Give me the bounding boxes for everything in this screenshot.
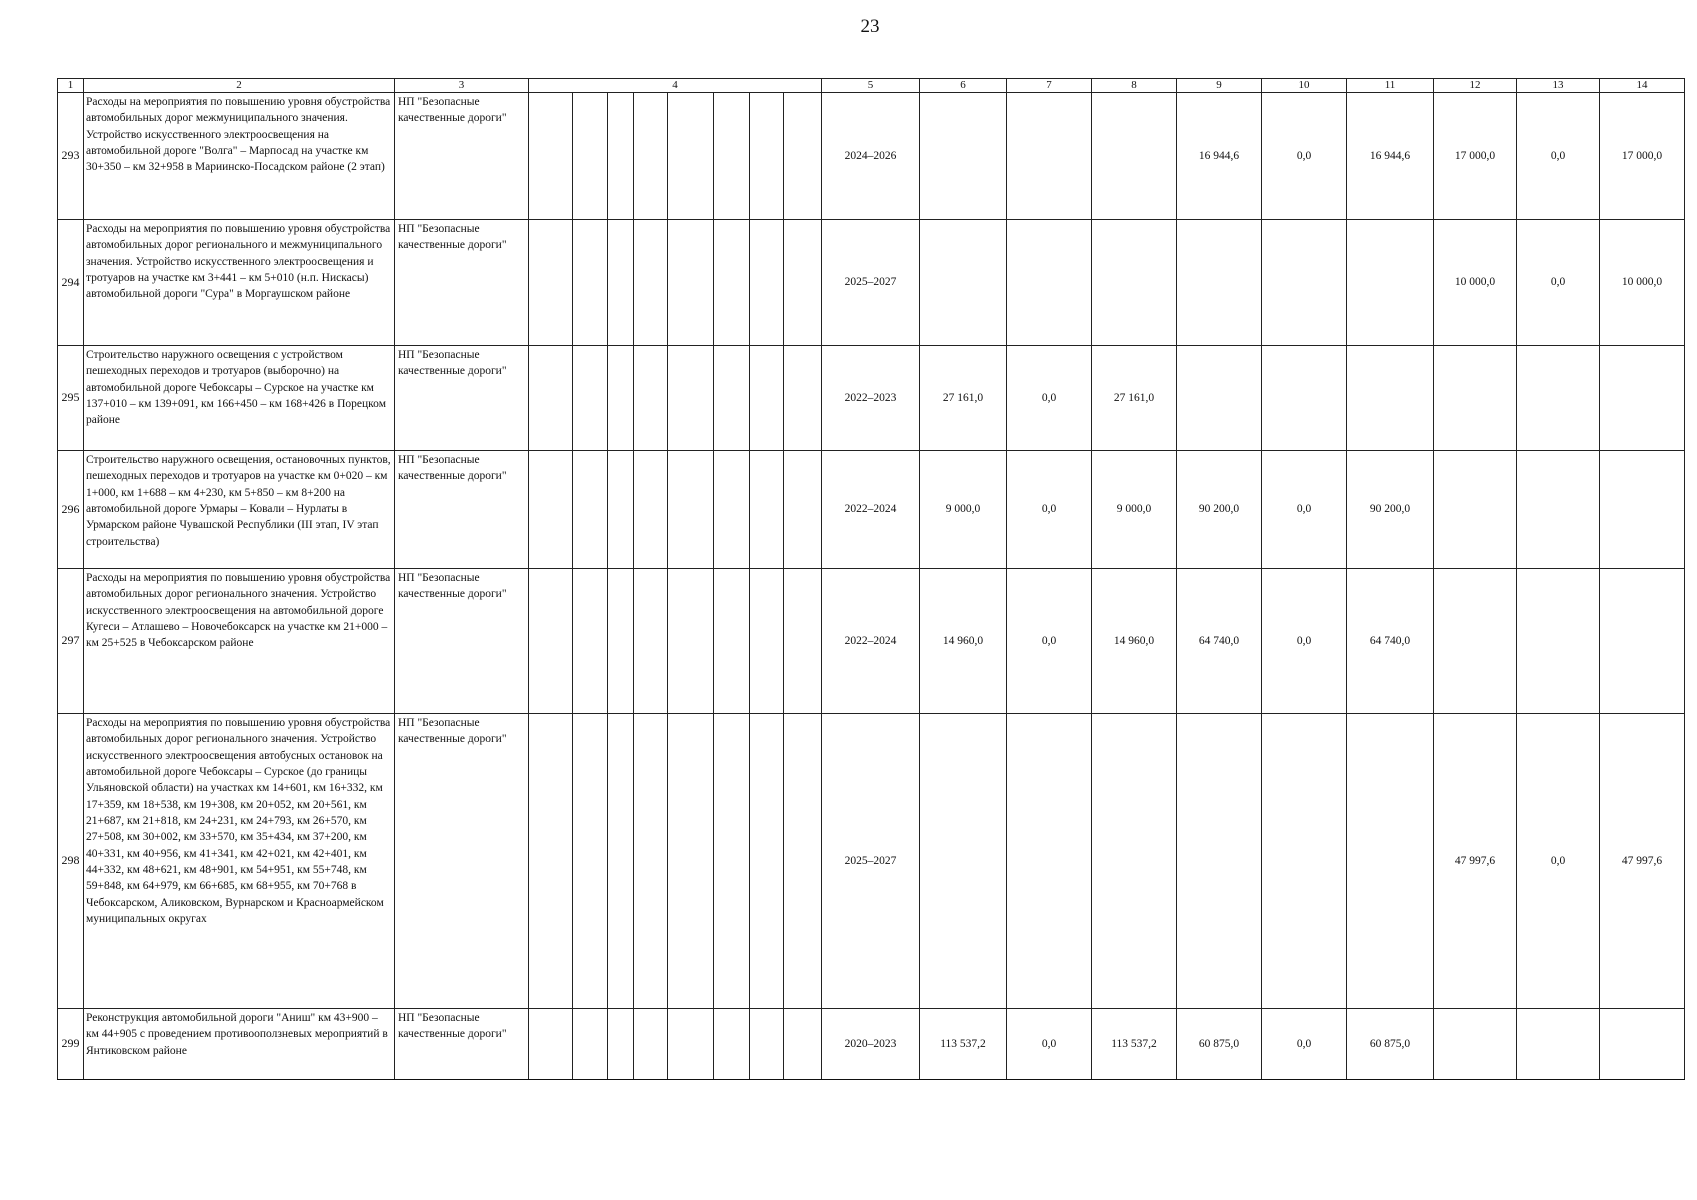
empty-subcell <box>634 451 668 569</box>
value-cell-11 <box>1347 714 1434 1009</box>
empty-subcell <box>784 451 822 569</box>
empty-subcell <box>573 93 608 220</box>
empty-subcell <box>634 93 668 220</box>
project-name: НП "Безопасные качественные дороги" <box>395 714 529 1009</box>
empty-subcell <box>714 451 750 569</box>
value-cell-13 <box>1517 451 1600 569</box>
table-row <box>58 1009 1685 1080</box>
value-cell-7 <box>1007 93 1092 220</box>
project-name: НП "Безопасные качественные дороги" <box>395 451 529 569</box>
empty-subcell <box>608 714 634 1009</box>
empty-subcell <box>750 1009 784 1080</box>
value-cell-9: 90 200,0 <box>1177 451 1262 569</box>
value-cell-10: 0,0 <box>1262 93 1347 220</box>
header-col-13: 13 <box>1517 79 1600 93</box>
empty-subcell <box>750 220 784 346</box>
value-cell-8: 14 960,0 <box>1092 569 1177 714</box>
empty-subcell <box>750 451 784 569</box>
implementation-period: 2024–2026 <box>822 93 920 220</box>
empty-subcell <box>608 1009 634 1080</box>
table-row <box>58 714 1685 1009</box>
row-number: 299 <box>58 1009 84 1080</box>
empty-subcell <box>784 569 822 714</box>
empty-subcell <box>668 93 714 220</box>
empty-subcell <box>784 346 822 451</box>
value-cell-11: 16 944,6 <box>1347 93 1434 220</box>
empty-subcell <box>784 714 822 1009</box>
empty-subcell <box>750 569 784 714</box>
empty-subcell <box>608 569 634 714</box>
table-row <box>58 220 1685 346</box>
implementation-period: 2022–2023 <box>822 346 920 451</box>
event-description: Расходы на мероприятия по повышению уровня обустройства автомобильных дорог регионального значения. Устройство искусственного электроосвещения автобусных остановок на автомобильной дороге Чебоксары – Сурское (до границы Ульяновской области) на участках км 14+601, км 16+332, км 17+359, км 18+538, км 19+308, км 20+052, км 20+561, км 21+687, км 21+818, км 24+231, км 24+793, км 26+570, км 27+508, км 30+002, км 33+570, км 35+434, км 37+200, км 40+331, км 40+956, км 41+341, км 42+021, км 42+401, км 44+332, км 48+621, км 48+901, км 54+951, км 55+748, км 59+848, км 64+979, км 66+685, км 68+955, км 70+768 в Чебоксарском, Аликовском, Вурнарском и Красноармейском муниципальных округах <box>84 714 395 1009</box>
value-cell-13: 0,0 <box>1517 714 1600 1009</box>
event-description: Расходы на мероприятия по повышению уровня обустройства автомобильных дорог межмуниципального значения. Устройство искусственного электроосвещения на автомобильной дороге "Волга" – Марпосад на участке км 30+350 – км 32+958 в Мариинско-Посадском районе (2 этап) <box>84 93 395 220</box>
value-cell-6: 14 960,0 <box>920 569 1007 714</box>
header-col-11: 11 <box>1347 79 1434 93</box>
table-row <box>58 93 1685 220</box>
value-cell-7 <box>1007 714 1092 1009</box>
empty-subcell <box>714 346 750 451</box>
value-cell-6 <box>920 714 1007 1009</box>
header-col-7: 7 <box>1007 79 1092 93</box>
empty-subcell <box>529 346 573 451</box>
value-cell-7: 0,0 <box>1007 346 1092 451</box>
value-cell-14 <box>1600 451 1685 569</box>
value-cell-11: 64 740,0 <box>1347 569 1434 714</box>
value-cell-9: 60 875,0 <box>1177 1009 1262 1080</box>
header-col-4: 4 <box>529 79 822 93</box>
empty-subcell <box>750 93 784 220</box>
value-cell-9 <box>1177 220 1262 346</box>
value-cell-12: 47 997,6 <box>1434 714 1517 1009</box>
value-cell-14 <box>1600 346 1685 451</box>
header-col-8: 8 <box>1092 79 1177 93</box>
table-body <box>58 93 1685 1080</box>
value-cell-12 <box>1434 346 1517 451</box>
empty-subcell <box>750 346 784 451</box>
empty-subcell <box>573 220 608 346</box>
value-cell-9 <box>1177 346 1262 451</box>
value-cell-14: 47 997,6 <box>1600 714 1685 1009</box>
value-cell-14: 17 000,0 <box>1600 93 1685 220</box>
header-row <box>58 79 1685 93</box>
empty-subcell <box>608 93 634 220</box>
empty-subcell <box>634 714 668 1009</box>
value-cell-7: 0,0 <box>1007 451 1092 569</box>
empty-subcell <box>784 1009 822 1080</box>
empty-subcell <box>634 346 668 451</box>
header-col-9: 9 <box>1177 79 1262 93</box>
row-number: 295 <box>58 346 84 451</box>
value-cell-7 <box>1007 220 1092 346</box>
project-name: НП "Безопасные качественные дороги" <box>395 93 529 220</box>
value-cell-13 <box>1517 1009 1600 1080</box>
empty-subcell <box>529 451 573 569</box>
project-name: НП "Безопасные качественные дороги" <box>395 220 529 346</box>
row-number: 296 <box>58 451 84 569</box>
value-cell-12 <box>1434 1009 1517 1080</box>
value-cell-8 <box>1092 93 1177 220</box>
empty-subcell <box>634 220 668 346</box>
value-cell-8: 9 000,0 <box>1092 451 1177 569</box>
empty-subcell <box>634 1009 668 1080</box>
value-cell-6 <box>920 220 1007 346</box>
row-number: 298 <box>58 714 84 1009</box>
budget-table <box>57 78 1685 1080</box>
event-description: Расходы на мероприятия по повышению уровня обустройства автомобильных дорог регионального значения. Устройство искусственного электроосвещения на автомобильной дороге Кугеси – Атлашево – Новочебоксарск на участке км 21+000 – км 25+525 в Чебоксарском районе <box>84 569 395 714</box>
value-cell-10 <box>1262 346 1347 451</box>
event-description: Реконструкция автомобильной дороги "Аниш" км 43+900 – км 44+905 с проведением противооползневых мероприятий в Янтиковском районе <box>84 1009 395 1080</box>
value-cell-11 <box>1347 220 1434 346</box>
value-cell-14 <box>1600 569 1685 714</box>
value-cell-12: 17 000,0 <box>1434 93 1517 220</box>
value-cell-11: 60 875,0 <box>1347 1009 1434 1080</box>
value-cell-9 <box>1177 714 1262 1009</box>
empty-subcell <box>608 220 634 346</box>
header-col-5: 5 <box>822 79 920 93</box>
table-row <box>58 569 1685 714</box>
value-cell-6: 9 000,0 <box>920 451 1007 569</box>
project-name: НП "Безопасные качественные дороги" <box>395 1009 529 1080</box>
empty-subcell <box>573 451 608 569</box>
value-cell-8: 27 161,0 <box>1092 346 1177 451</box>
value-cell-12 <box>1434 569 1517 714</box>
empty-subcell <box>529 714 573 1009</box>
empty-subcell <box>529 220 573 346</box>
row-number: 293 <box>58 93 84 220</box>
empty-subcell <box>714 220 750 346</box>
empty-subcell <box>668 1009 714 1080</box>
empty-subcell <box>750 714 784 1009</box>
project-name: НП "Безопасные качественные дороги" <box>395 346 529 451</box>
value-cell-9: 16 944,6 <box>1177 93 1262 220</box>
page-number: 23 <box>860 16 880 37</box>
empty-subcell <box>668 220 714 346</box>
table-row <box>58 451 1685 569</box>
implementation-period: 2022–2024 <box>822 451 920 569</box>
value-cell-14: 10 000,0 <box>1600 220 1685 346</box>
empty-subcell <box>714 569 750 714</box>
empty-subcell <box>714 93 750 220</box>
implementation-period: 2025–2027 <box>822 714 920 1009</box>
value-cell-7: 0,0 <box>1007 569 1092 714</box>
value-cell-7: 0,0 <box>1007 1009 1092 1080</box>
empty-subcell <box>573 714 608 1009</box>
value-cell-8 <box>1092 220 1177 346</box>
header-col-2: 2 <box>84 79 395 93</box>
value-cell-10 <box>1262 714 1347 1009</box>
value-cell-9: 64 740,0 <box>1177 569 1262 714</box>
empty-subcell <box>784 93 822 220</box>
empty-subcell <box>573 1009 608 1080</box>
empty-subcell <box>573 346 608 451</box>
row-number: 294 <box>58 220 84 346</box>
implementation-period: 2020–2023 <box>822 1009 920 1080</box>
empty-subcell <box>573 569 608 714</box>
value-cell-10: 0,0 <box>1262 451 1347 569</box>
value-cell-10: 0,0 <box>1262 1009 1347 1080</box>
empty-subcell <box>529 569 573 714</box>
empty-subcell <box>668 346 714 451</box>
header-col-3: 3 <box>395 79 529 93</box>
value-cell-12 <box>1434 451 1517 569</box>
value-cell-8: 113 537,2 <box>1092 1009 1177 1080</box>
value-cell-13: 0,0 <box>1517 220 1600 346</box>
implementation-period: 2022–2024 <box>822 569 920 714</box>
implementation-period: 2025–2027 <box>822 220 920 346</box>
empty-subcell <box>668 714 714 1009</box>
header-col-10: 10 <box>1262 79 1347 93</box>
header-col-14: 14 <box>1600 79 1685 93</box>
event-description: Расходы на мероприятия по повышению уровня обустройства автомобильных дорог регионального и межмуниципального значения. Устройство искусственного электроосвещения и тротуаров на участке км 3+441 – км 5+010 (н.п. Нискасы) автомобильной дороги "Сура" в Моргаушском районе <box>84 220 395 346</box>
table-row <box>58 346 1685 451</box>
header-col-12: 12 <box>1434 79 1517 93</box>
empty-subcell <box>634 569 668 714</box>
empty-subcell <box>608 451 634 569</box>
header-col-1: 1 <box>58 79 84 93</box>
value-cell-6 <box>920 93 1007 220</box>
value-cell-6: 113 537,2 <box>920 1009 1007 1080</box>
value-cell-10 <box>1262 220 1347 346</box>
project-name: НП "Безопасные качественные дороги" <box>395 569 529 714</box>
empty-subcell <box>714 1009 750 1080</box>
row-number: 297 <box>58 569 84 714</box>
value-cell-6: 27 161,0 <box>920 346 1007 451</box>
value-cell-8 <box>1092 714 1177 1009</box>
value-cell-12: 10 000,0 <box>1434 220 1517 346</box>
value-cell-10: 0,0 <box>1262 569 1347 714</box>
empty-subcell <box>529 1009 573 1080</box>
value-cell-13 <box>1517 569 1600 714</box>
value-cell-14 <box>1600 1009 1685 1080</box>
value-cell-13: 0,0 <box>1517 93 1600 220</box>
empty-subcell <box>608 346 634 451</box>
event-description: Строительство наружного освещения, остановочных пунктов, пешеходных переходов и тротуаров на участке км 0+020 – км 1+000, км 1+688 – км 4+230, км 5+850 – км 8+200 на автомобильной дороге Урмары – Ковали – Нурлаты в Урмарском районе Чувашской Республики (III этап, IV этап строительства) <box>84 451 395 569</box>
empty-subcell <box>714 714 750 1009</box>
value-cell-11 <box>1347 346 1434 451</box>
empty-subcell <box>668 569 714 714</box>
value-cell-11: 90 200,0 <box>1347 451 1434 569</box>
empty-subcell <box>784 220 822 346</box>
header-col-6: 6 <box>920 79 1007 93</box>
empty-subcell <box>529 93 573 220</box>
event-description: Строительство наружного освещения с устройством пешеходных переходов и тротуаров (выборочно) на автомобильной дороге Чебоксары – Сурское на участке км 137+010 – км 139+091, км 166+450 – км 168+426 в Порецком районе <box>84 346 395 451</box>
value-cell-13 <box>1517 346 1600 451</box>
empty-subcell <box>668 451 714 569</box>
